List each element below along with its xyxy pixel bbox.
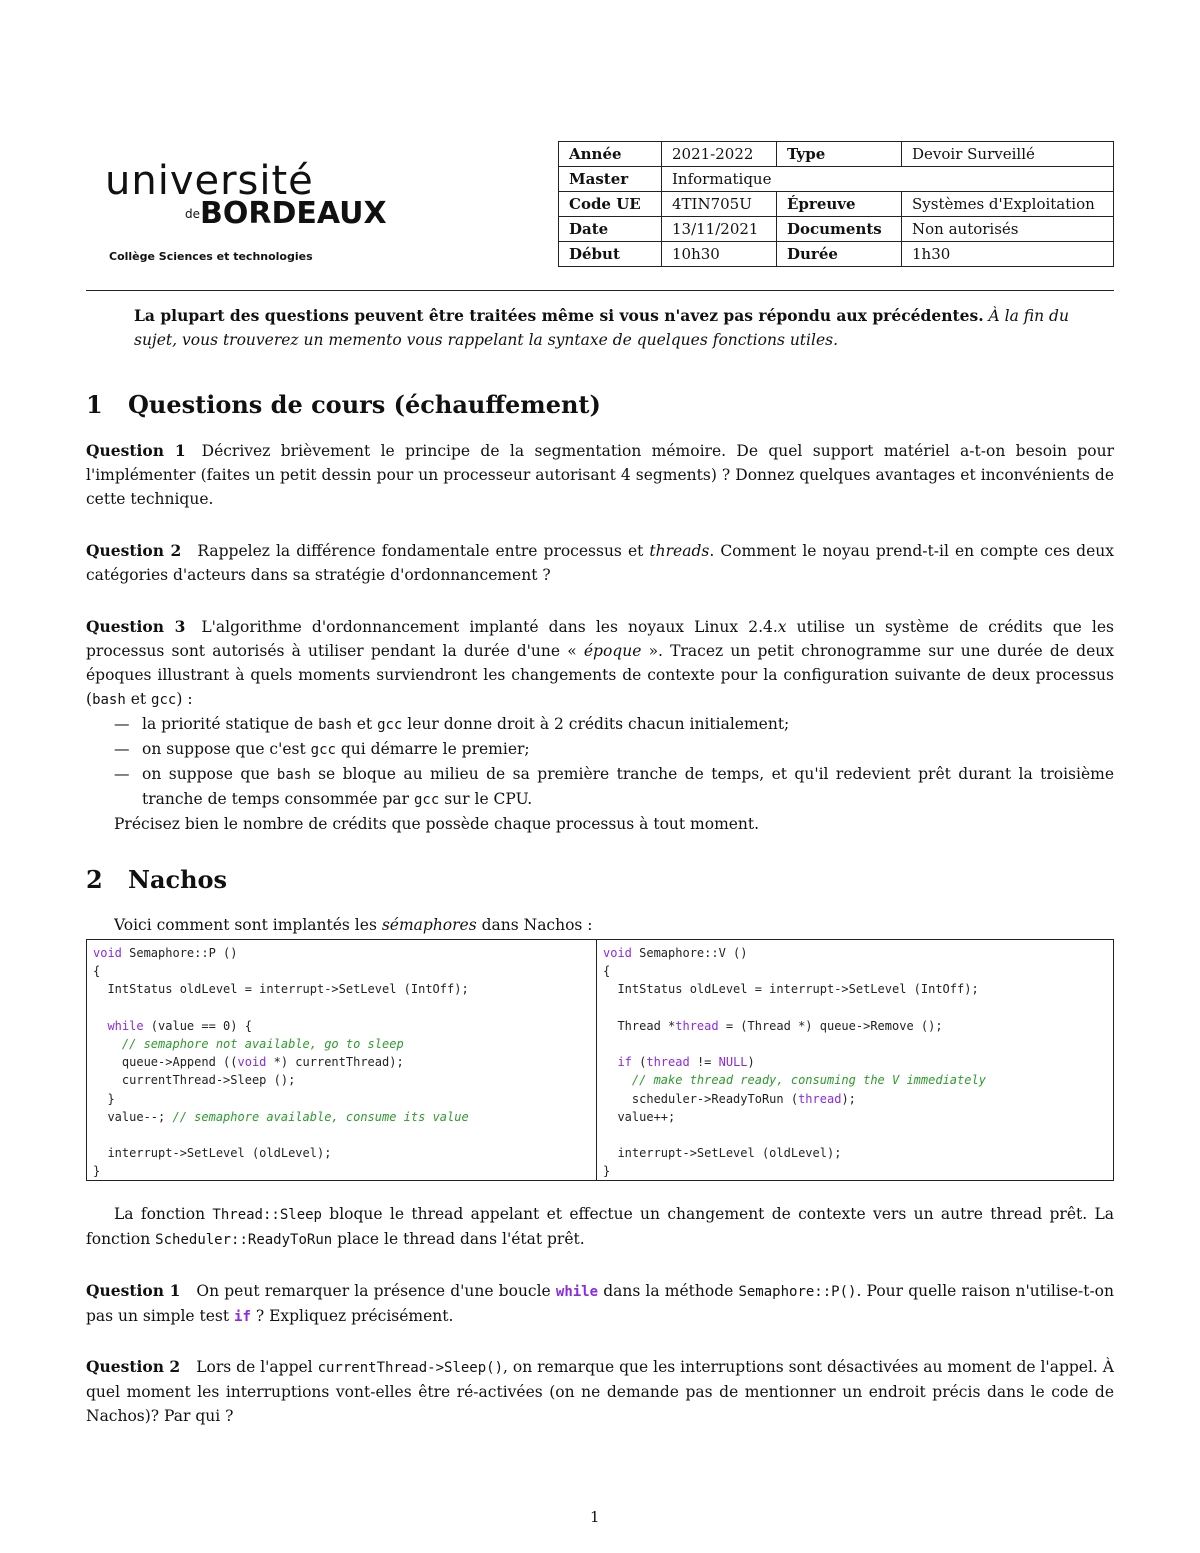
section-1-heading [86, 390, 601, 419]
code-keyword: while [107, 1018, 144, 1033]
table-cell: Type [777, 142, 902, 167]
code-line [93, 1090, 590, 1108]
intro-note [134, 304, 1074, 352]
code-line [603, 1090, 1107, 1108]
s2-question-2 [86, 1355, 1114, 1428]
bullet-text: leur donne droit à 2 crédits chacun initialement; [402, 715, 790, 733]
text: bloque le thread appelant et effectue un changement de contexte vers un autre thread prêt. La fonction [86, 1205, 1115, 1248]
question-text: dans la méthode [598, 1282, 739, 1300]
logo-college: Collège Sciences et technologies [109, 250, 313, 263]
code-line [603, 1035, 1107, 1053]
code-text: *) currentThread); [266, 1055, 404, 1070]
code-line [93, 962, 590, 980]
code-text [603, 1055, 617, 1069]
bullet-text: on suppose que c'est [142, 740, 311, 758]
code-line [603, 1053, 1107, 1071]
table-cell: 1h30 [902, 242, 1114, 267]
code-text: ) [747, 1055, 755, 1070]
table-cell: Code UE [559, 192, 662, 217]
code-line [93, 1053, 590, 1071]
code-line [93, 1017, 590, 1035]
list-item [86, 737, 1114, 762]
code-text [93, 1019, 107, 1033]
code-keyword: thread [675, 1018, 719, 1033]
code-comment: // semaphore not available, go to sleep [121, 1037, 404, 1052]
code-line [603, 1017, 1107, 1035]
question-text: et [125, 690, 152, 708]
code-line [93, 980, 590, 998]
code-line [603, 1162, 1107, 1180]
bullet-text: la priorité statique de [142, 715, 319, 733]
code-text: } [93, 1164, 101, 1179]
s2-intro [86, 913, 1114, 937]
question-text: , on remarque que les interruptions sont désactivées au moment de l'appel. À quel moment les interruptions vont-elles être ré-activées (on ne demande pas de mentionner un endroit précis dans le code de Nachos)? Par qui ? [86, 1358, 1114, 1425]
text: place le thread dans l'état prêt. [332, 1230, 585, 1248]
table-row [559, 142, 1114, 167]
question-text: utilise un système de crédits que les processus sont autorisés à utiliser pendant la durée d'une « [86, 618, 1114, 660]
code-text: != [689, 1055, 719, 1070]
keyword-while: while [555, 1284, 599, 1300]
section-2-heading [86, 865, 227, 894]
table-cell: 13/11/2021 [662, 217, 777, 242]
table-cell: Systèmes d'Exploitation [902, 192, 1114, 217]
table-cell: Informatique [662, 167, 1114, 192]
question-text: . Comment le noyau prend-t-il en compte ces deux catégories d'acteurs dans sa stratégie d'ordonnancement ? [86, 542, 1114, 584]
bullet-code: bash [276, 767, 311, 783]
code-keyword: NULL [718, 1055, 748, 1070]
code-line [603, 1108, 1107, 1126]
section-number: 2 [86, 865, 103, 894]
bullet-code: bash [318, 717, 352, 733]
table-cell: 10h30 [662, 242, 777, 267]
code-text: Semaphore::P () [121, 946, 238, 960]
code-text: { [603, 964, 611, 979]
question-text: . Pour quelle raison n'utilise-t-on pas un simple test [86, 1282, 1114, 1325]
bullet-code: gcc [414, 792, 440, 808]
code-keyword: thread [798, 1091, 842, 1106]
emph-x: x [777, 618, 787, 636]
bullet-text: se bloque au milieu de sa première tranche de temps, et qu'il redevient prêt durant la troisième tranche de temps consommée par [142, 765, 1114, 808]
header-divider [86, 290, 1114, 291]
code-thread-sleep: Thread::Sleep [212, 1207, 322, 1223]
code-line [603, 1144, 1107, 1162]
code-comment: // semaphore available, consume its value [172, 1109, 469, 1124]
bullet-code: gcc [377, 717, 403, 733]
logo-de: de [185, 207, 200, 221]
code-text: } [93, 1091, 115, 1106]
s1-question-1 [86, 439, 1114, 511]
keyword-if: if [234, 1309, 251, 1325]
closing-note: Précisez bien le nombre de crédits que possède chaque processus à tout moment. [114, 815, 760, 833]
code-text: interrupt->SetLevel (oldLevel); [603, 1146, 842, 1161]
code-text: { [93, 964, 101, 979]
code-text: scheduler->ReadyToRun ( [603, 1091, 799, 1106]
question-text: L'algorithme d'ordonnancement implanté dans les noyaux Linux 2.4. [201, 618, 778, 636]
code-text: = (Thread *) queue->Remove (); [718, 1018, 943, 1033]
code-line [603, 980, 1107, 998]
question-label: Question 2 [86, 541, 182, 560]
table-cell: Master [559, 167, 662, 192]
question-text: Rappelez la différence fondamentale entre processus et [197, 542, 644, 560]
code-gcc: gcc [151, 692, 177, 708]
code-keyword: if [617, 1055, 632, 1070]
question-label: Question 2 [86, 1357, 181, 1376]
intro-italic: À la fin du sujet, vous trouverez un memento vous rappelant la syntaxe de quelques fonctions utiles. [134, 307, 1069, 349]
code-text: value--; [93, 1109, 173, 1124]
code-block-p [87, 940, 596, 1185]
code-line [603, 999, 1107, 1017]
code-line [603, 1126, 1107, 1144]
code-sleep-call: currentThread->Sleep() [317, 1360, 504, 1376]
emph-semaphores: sémaphores [381, 916, 477, 934]
code-listing [86, 939, 1114, 1181]
code-line [93, 944, 590, 962]
code-text: (value == 0) { [143, 1018, 252, 1033]
page-number: 1 [590, 1508, 600, 1526]
list-item [86, 712, 1114, 737]
code-text: value++; [603, 1109, 676, 1124]
code-line [603, 962, 1107, 980]
code-text: } [603, 1164, 611, 1179]
bullet-code: gcc [310, 742, 336, 758]
code-ready-to-run: Scheduler::ReadyToRun [155, 1232, 333, 1248]
code-text [93, 1037, 122, 1051]
emph-epoque: époque [583, 642, 642, 660]
question-text: ? Expliquez précisément. [250, 1307, 454, 1325]
code-text: IntStatus oldLevel = interrupt->SetLevel (IntOff); [603, 982, 979, 997]
table-row [559, 217, 1114, 242]
table-cell: Début [559, 242, 662, 267]
table-cell: Épreuve [777, 192, 902, 217]
bullet-text: qui démarre le premier; [335, 740, 530, 758]
code-text: currentThread->Sleep (); [93, 1073, 296, 1088]
code-keyword: thread [646, 1055, 690, 1070]
code-line [93, 1144, 590, 1162]
question-text: ». Tracez un petit chronogramme sur une durée de deux époques illustrant à quels moments surviendront les changements de contexte pour la configuration suivante de deux processus ( [86, 642, 1114, 708]
question-text: On peut remarquer la présence d'une boucle [196, 1282, 556, 1300]
intro-bold: La plupart des questions peuvent être traitées même si vous n'avez pas répondu aux précédentes. [134, 306, 984, 325]
table-row [559, 192, 1114, 217]
question-label: Question 3 [86, 617, 186, 636]
question-label: Question 1 [86, 1281, 181, 1300]
question-text: ) : [176, 690, 193, 708]
code-keyword: void [237, 1055, 267, 1070]
s1-question-3 [86, 615, 1114, 836]
question-label: Question 1 [86, 441, 186, 460]
code-block-v [597, 940, 1113, 1185]
table-cell: Durée [777, 242, 902, 267]
code-comment: // make thread ready, consuming the V immediately [631, 1073, 986, 1088]
code-line [93, 1162, 590, 1180]
table-cell: Année [559, 142, 662, 167]
emph-threads: threads [649, 542, 710, 560]
code-bash: bash [92, 692, 126, 708]
code-semaphore-p [87, 940, 597, 1180]
table-cell: Devoir Surveillé [902, 142, 1114, 167]
table-row [559, 242, 1114, 267]
logo-bordeaux: BORDEAUX [200, 196, 387, 231]
table-cell: Date [559, 217, 662, 242]
logo-universite: université [105, 158, 314, 204]
bullet-text: on suppose que [142, 765, 277, 783]
s2-explanation [86, 1202, 1114, 1252]
s1-question-2 [86, 539, 1114, 587]
table-cell: Documents [777, 217, 902, 242]
bullet-text: et [351, 715, 378, 733]
code-text: Semaphore::V () [631, 946, 748, 960]
code-text: queue->Append (( [93, 1055, 238, 1070]
intro-text: dans Nachos : [476, 916, 593, 934]
table-cell: 2021-2022 [662, 142, 777, 167]
intro-text: Voici comment sont implantés les [114, 916, 382, 934]
text: La fonction [114, 1205, 213, 1223]
question-text: Lors de l'appel [196, 1358, 318, 1376]
exam-info-table [558, 141, 1114, 267]
code-text [603, 1073, 632, 1087]
bullet-text: sur le CPU. [439, 790, 533, 808]
code-semaphore-v [597, 940, 1113, 1180]
table-row [559, 167, 1114, 192]
code-line [603, 1071, 1107, 1089]
code-line [603, 944, 1107, 962]
code-line [93, 1126, 590, 1144]
code-keyword: void [93, 946, 122, 960]
section-title: Nachos [128, 865, 228, 894]
code-text: ( [631, 1055, 647, 1070]
section-number: 1 [86, 390, 103, 419]
code-keyword: void [603, 946, 632, 960]
code-line [93, 1035, 590, 1053]
table-cell: 4TIN705U [662, 192, 777, 217]
list-item [86, 762, 1114, 812]
code-text: interrupt->SetLevel (oldLevel); [93, 1146, 332, 1161]
question-text: Décrivez brièvement le principe de la segmentation mémoire. De quel support matériel a-t-on besoin pour l'implémenter (faites un petit dessin pour un processeur autorisant 4 segments) ? Donnez quelques avantages et inconvénients de cette technique. [86, 442, 1115, 508]
bullet-list [86, 712, 1114, 812]
code-semaphore-p-call: Semaphore::P() [738, 1284, 857, 1300]
code-line [93, 999, 590, 1017]
code-text: ); [841, 1091, 856, 1106]
section-title: Questions de cours (échauffement) [128, 390, 601, 419]
code-text: Thread * [603, 1018, 676, 1033]
table-cell: Non autorisés [902, 217, 1114, 242]
code-line [93, 1108, 590, 1126]
code-text: IntStatus oldLevel = interrupt->SetLevel (IntOff); [93, 982, 469, 997]
s2-question-1 [86, 1279, 1114, 1329]
code-line [93, 1071, 590, 1089]
